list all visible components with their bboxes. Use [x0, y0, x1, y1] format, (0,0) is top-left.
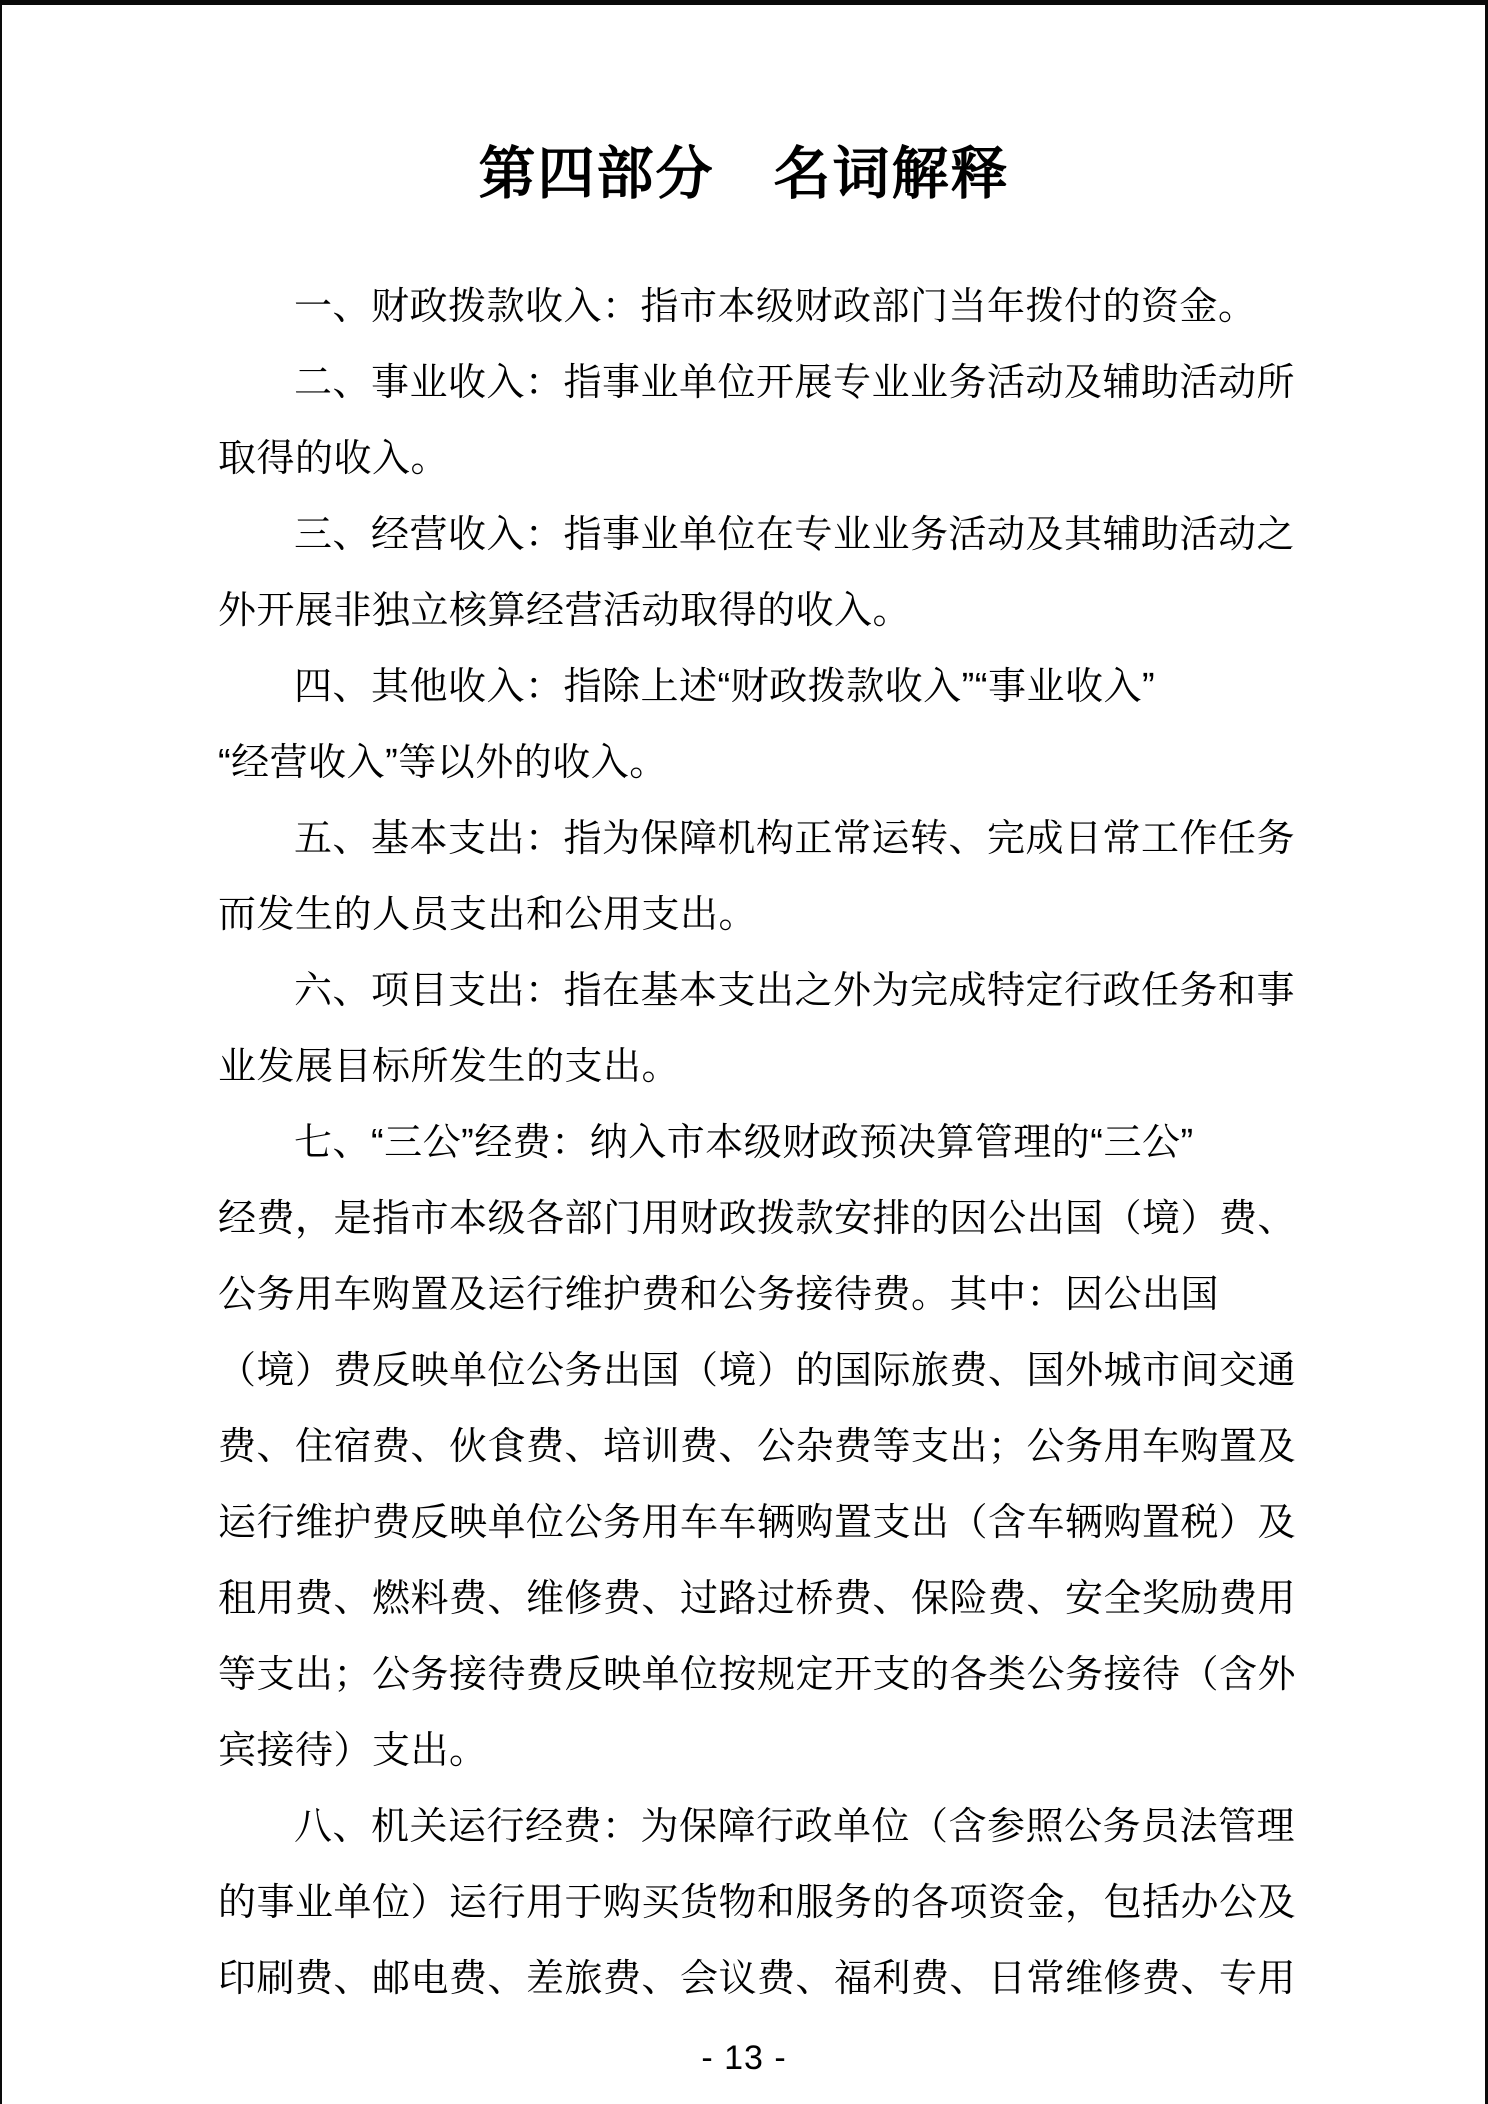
paragraph-line: 而发生的人员支出和公用支出。	[218, 894, 758, 936]
paragraph-line: “经营收入”等以外的收入。	[218, 742, 668, 784]
paragraph-line: 的事业单位）运行用于购买货物和服务的各项资金，包括办公及	[218, 1882, 1297, 1924]
scan-border-left	[0, 0, 2, 2104]
paragraph-line: 八、机关运行经费：为保障行政单位（含参照公务员法管理	[294, 1806, 1296, 1848]
paragraph-line: 外开展非独立核算经营活动取得的收入。	[218, 590, 912, 632]
document-body	[218, 269, 1297, 2017]
paragraph-line: 宾接待）支出。	[218, 1730, 488, 1772]
paragraph-line: 六、项目支出：指在基本支出之外为完成特定行政任务和事	[294, 970, 1296, 1012]
paragraph-line: （境）费反映单位公务出国（境）的国际旅费、国外城市间交通	[218, 1350, 1297, 1392]
paragraph-line: 五、基本支出：指为保障机构正常运转、完成日常工作任务	[294, 818, 1296, 860]
paragraph-line: 费、住宿费、伙食费、培训费、公杂费等支出；公务用车购置及	[218, 1426, 1297, 1468]
paragraph-line: 等支出；公务接待费反映单位按规定开支的各类公务接待（含外	[218, 1654, 1297, 1696]
paragraph-line: 业发展目标所发生的支出。	[218, 1046, 681, 1088]
paragraph-line: 印刷费、邮电费、差旅费、会议费、福利费、日常维修费、专用	[218, 1958, 1297, 2000]
paragraph-line: 经费，是指市本级各部门用财政拨款安排的因公出国（境）费、	[218, 1198, 1297, 1240]
paragraph-line: 七、“三公”经费：纳入市本级财政预决算管理的“三公”	[294, 1122, 1194, 1164]
paragraph-line: 一、财政拨款收入：指市本级财政部门当年拨付的资金。	[294, 286, 1257, 328]
paragraph-line: 运行维护费反映单位公务用车车辆购置支出（含车辆购置税）及	[218, 1502, 1297, 1544]
paragraph-line: 租用费、燃料费、维修费、过路过桥费、保险费、安全奖励费用	[218, 1578, 1297, 1620]
paragraph-line: 二、事业收入：指事业单位开展专业业务活动及辅助活动所	[294, 362, 1296, 404]
paragraph-line: 四、其他收入：指除上述“财政拨款收入”“事业收入”	[294, 666, 1156, 708]
scan-border-top	[0, 0, 1488, 5]
paragraph-line: 三、经营收入：指事业单位在专业业务活动及其辅助活动之	[294, 514, 1296, 556]
page-title: 第四部分 名词解释	[478, 142, 1010, 206]
paragraph-line: 取得的收入。	[218, 438, 450, 480]
paragraph-line: 公务用车购置及运行维护费和公务接待费。其中：因公出国	[218, 1274, 1220, 1316]
page-number: - 13 -	[701, 2039, 787, 2077]
